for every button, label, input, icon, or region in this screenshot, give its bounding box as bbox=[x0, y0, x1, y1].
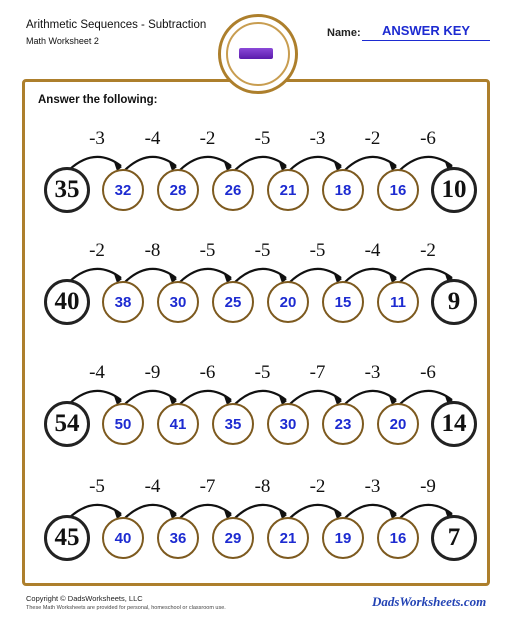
step-arrow-icon bbox=[125, 157, 176, 170]
footer-note: These Math Worksheets are provided for personal, homeschool or classroom use. bbox=[26, 605, 226, 611]
step-label: -9 bbox=[144, 362, 161, 383]
step-arrow-icon bbox=[125, 391, 176, 404]
step-arrow-icon bbox=[180, 269, 231, 282]
step-label: -4 bbox=[144, 476, 161, 497]
answer-number: 40 bbox=[102, 517, 144, 559]
step-label: -2 bbox=[199, 128, 216, 149]
answer-number: 20 bbox=[377, 403, 419, 445]
step-arrow-icon bbox=[290, 505, 341, 518]
answer-number: 50 bbox=[102, 403, 144, 445]
start-number: 45 bbox=[44, 515, 90, 561]
step-arrow-icon bbox=[180, 391, 231, 404]
answer-number: 18 bbox=[322, 169, 364, 211]
step-label: -2 bbox=[89, 240, 105, 261]
answer-number: 21 bbox=[267, 517, 309, 559]
step-label: -4 bbox=[89, 362, 105, 383]
step-label: -3 bbox=[364, 362, 381, 383]
answer-number: 28 bbox=[157, 169, 199, 211]
step-label: -5 bbox=[309, 240, 326, 261]
answer-number: 26 bbox=[212, 169, 254, 211]
answer-number: 16 bbox=[377, 169, 419, 211]
step-arrow-icon bbox=[180, 157, 231, 170]
name-underline bbox=[362, 40, 490, 41]
step-arrow-icon bbox=[345, 391, 396, 404]
step-arrow-icon bbox=[69, 157, 121, 170]
answer-number: 21 bbox=[267, 169, 309, 211]
step-arrow-icon bbox=[290, 269, 341, 282]
answer-number: 41 bbox=[157, 403, 199, 445]
step-arrow-icon bbox=[235, 505, 286, 518]
step-label: -4 bbox=[364, 240, 381, 261]
step-label: -4 bbox=[144, 128, 161, 149]
step-label: -5 bbox=[89, 476, 105, 497]
sequence-row bbox=[0, 240, 512, 350]
footer-copyright: Copyright © DadsWorksheets, LLC bbox=[26, 594, 143, 603]
minus-bar-icon bbox=[239, 48, 273, 59]
step-arrow-icon bbox=[235, 391, 286, 404]
step-arrow-icon bbox=[69, 505, 121, 518]
step-label: -2 bbox=[364, 128, 381, 149]
answer-number: 15 bbox=[322, 281, 364, 323]
answer-number: 23 bbox=[322, 403, 364, 445]
answer-number: 32 bbox=[102, 169, 144, 211]
answer-number: 30 bbox=[267, 403, 309, 445]
step-label: -6 bbox=[420, 128, 436, 149]
step-arrow-icon bbox=[345, 505, 396, 518]
answer-number: 11 bbox=[377, 281, 419, 323]
answer-number: 25 bbox=[212, 281, 254, 323]
answer-number: 35 bbox=[212, 403, 254, 445]
step-label: -7 bbox=[309, 362, 326, 383]
sequence-row bbox=[0, 128, 512, 238]
answer-number: 38 bbox=[102, 281, 144, 323]
step-arrow-icon bbox=[69, 391, 121, 404]
step-label: -3 bbox=[309, 128, 326, 149]
step-arrow-icon bbox=[290, 391, 341, 404]
answer-number: 36 bbox=[157, 517, 199, 559]
dadsworksheets-logo: DadsWorksheets.com bbox=[372, 594, 487, 609]
step-arrow-icon bbox=[69, 269, 121, 282]
name-value: ANSWER KEY bbox=[381, 23, 471, 38]
step-arrow-icon bbox=[290, 157, 341, 170]
sequence-row bbox=[0, 476, 512, 586]
step-arrow-icon bbox=[180, 505, 231, 518]
step-label: -2 bbox=[309, 476, 326, 497]
worksheet-subtitle: Math Worksheet 2 bbox=[26, 36, 99, 46]
step-arrow-icon bbox=[235, 269, 286, 282]
start-number: 35 bbox=[44, 167, 90, 213]
start-number: 54 bbox=[44, 401, 90, 447]
step-arrow-icon bbox=[345, 157, 396, 170]
step-label: -6 bbox=[420, 362, 436, 383]
end-number: 10 bbox=[431, 167, 477, 213]
end-number: 14 bbox=[431, 401, 477, 447]
answer-number: 29 bbox=[212, 517, 254, 559]
step-label: -5 bbox=[199, 240, 216, 261]
instruction-text: Answer the following: bbox=[38, 94, 158, 106]
step-label: -8 bbox=[144, 240, 161, 261]
step-label: -8 bbox=[254, 476, 271, 497]
end-number: 7 bbox=[431, 515, 477, 561]
step-arrow-icon bbox=[125, 505, 176, 518]
step-label: -9 bbox=[420, 476, 436, 497]
step-arrow-icon bbox=[345, 269, 396, 282]
step-label: -5 bbox=[254, 362, 271, 383]
answer-number: 19 bbox=[322, 517, 364, 559]
end-number: 9 bbox=[431, 279, 477, 325]
answer-number: 30 bbox=[157, 281, 199, 323]
worksheet-title: Arithmetic Sequences - Subtraction bbox=[26, 19, 207, 31]
step-label: -2 bbox=[420, 240, 436, 261]
start-number: 40 bbox=[44, 279, 90, 325]
step-label: -6 bbox=[199, 362, 216, 383]
name-label: Name: bbox=[327, 27, 361, 39]
step-label: -3 bbox=[364, 476, 381, 497]
answer-number: 16 bbox=[377, 517, 419, 559]
step-arrow-icon bbox=[235, 157, 286, 170]
step-label: -7 bbox=[199, 476, 216, 497]
sequence-row bbox=[0, 362, 512, 472]
step-arrow-icon bbox=[125, 269, 176, 282]
answer-number: 20 bbox=[267, 281, 309, 323]
step-label: -5 bbox=[254, 240, 271, 261]
step-label: -3 bbox=[89, 128, 105, 149]
step-label: -5 bbox=[254, 128, 271, 149]
